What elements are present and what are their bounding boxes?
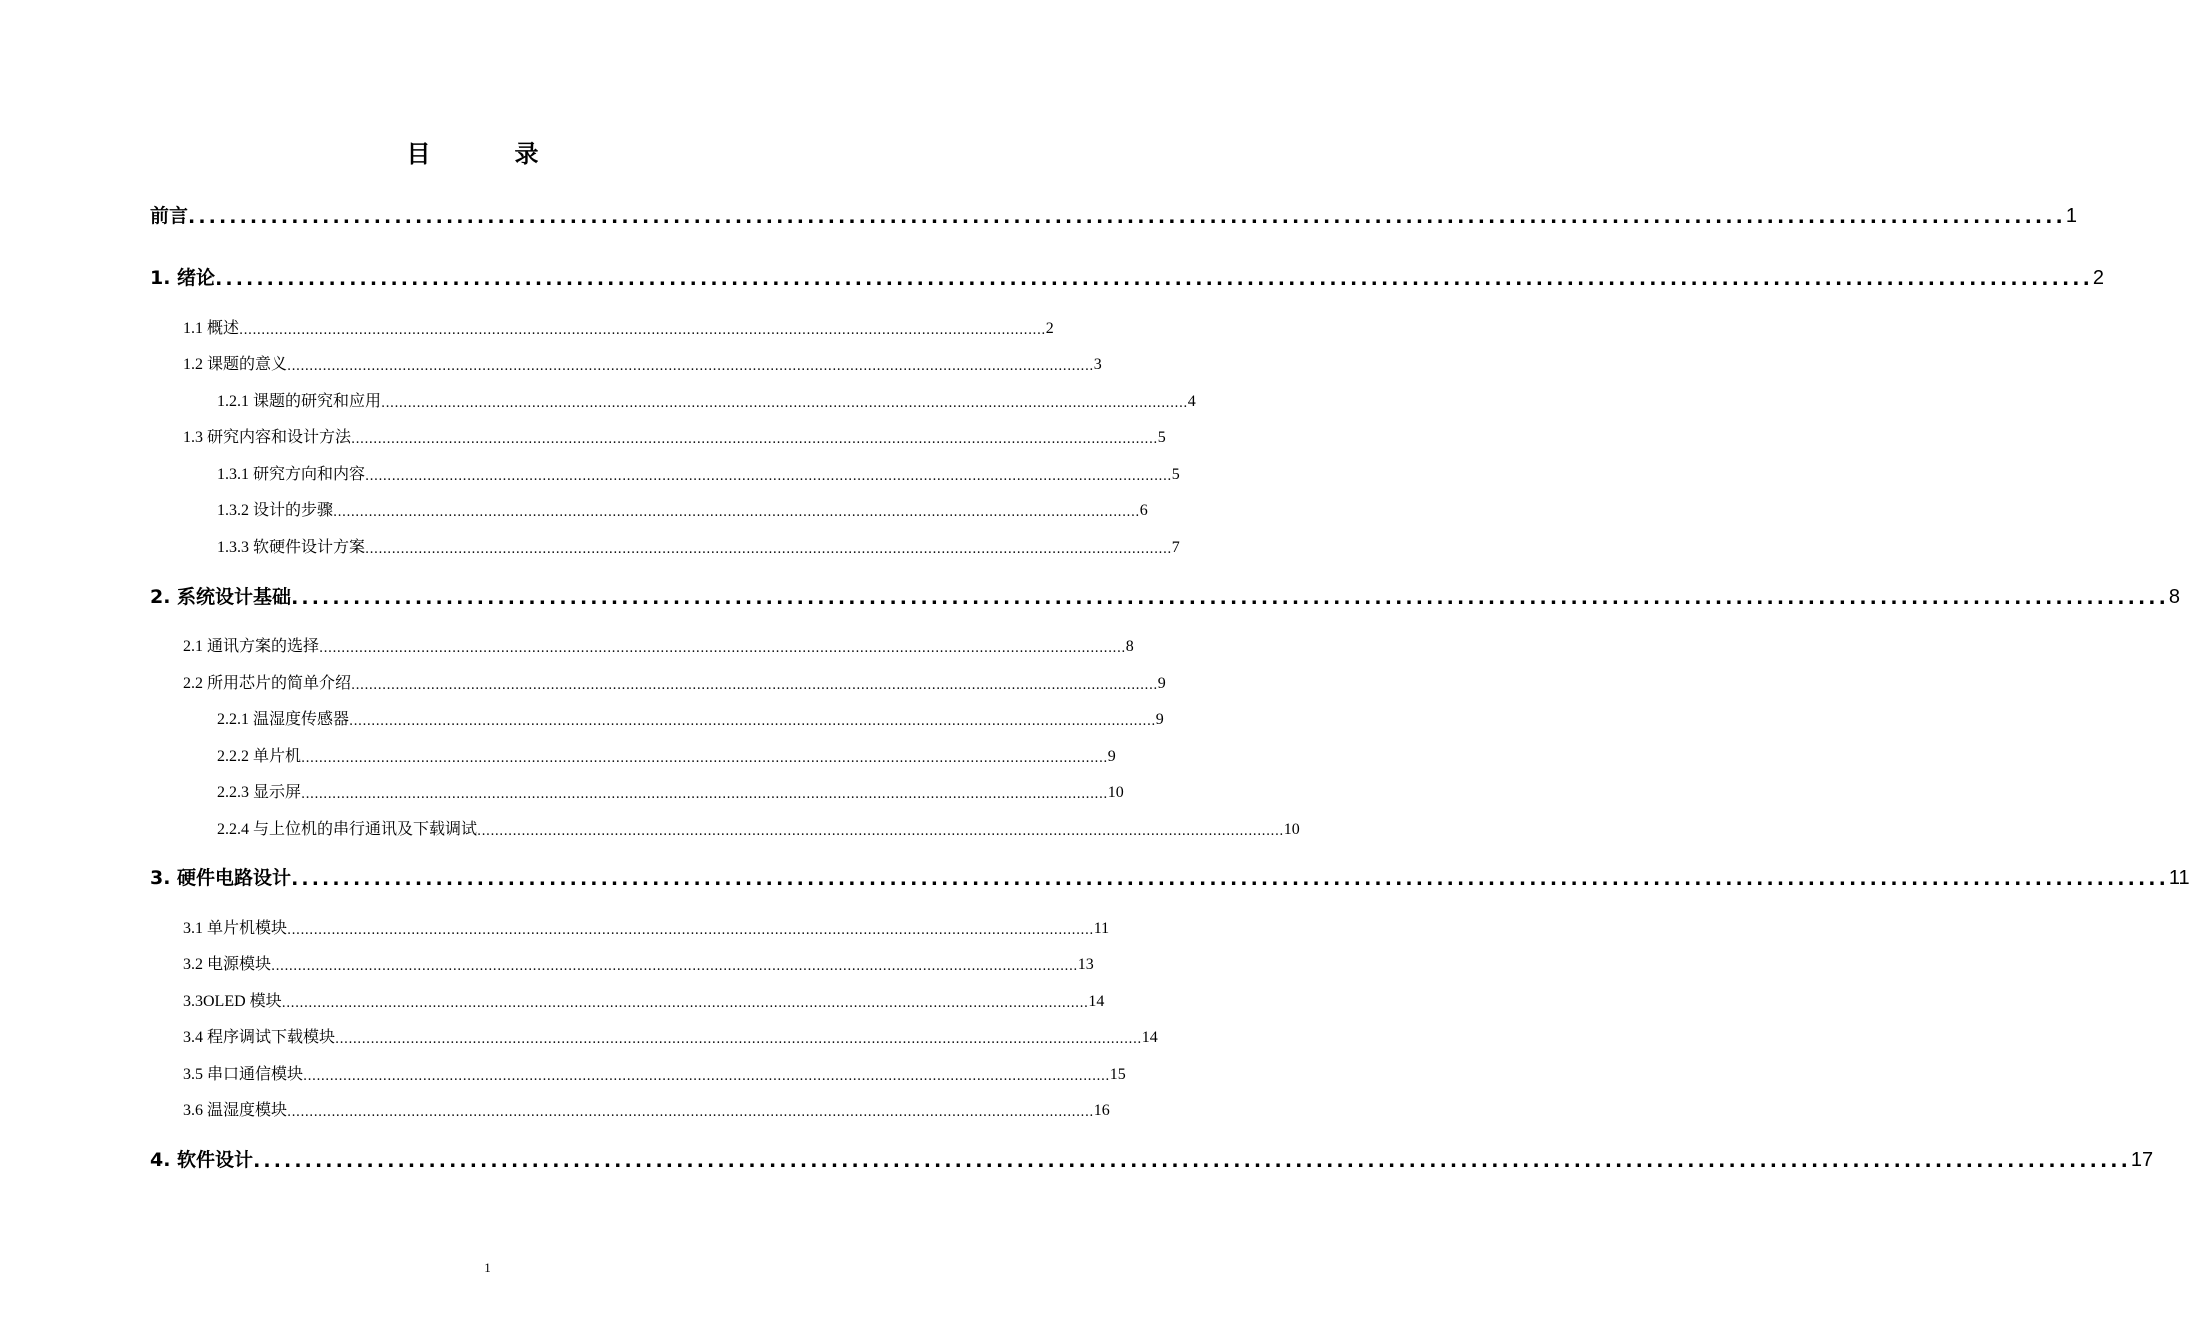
toc-entry-2-2-2[interactable] xyxy=(217,744,1116,766)
toc-entry-page: 9 xyxy=(1155,711,1164,728)
toc-leader: ...................................................................................................................................................................................... xyxy=(287,359,1094,374)
toc-leader: ...................................................................................................................................................................................... xyxy=(253,1150,2131,1172)
toc-entry-2-2-4[interactable] xyxy=(217,817,1300,839)
toc-entry-3-3[interactable] xyxy=(183,989,1105,1011)
toc-entry-page: 14 xyxy=(1141,1029,1158,1046)
toc-entry-page: 9 xyxy=(1107,748,1116,765)
toc-entry-3-2[interactable] xyxy=(183,952,1094,974)
toc-entry-page: 8 xyxy=(2168,586,2181,608)
toc-entry-page: 5 xyxy=(1171,466,1180,483)
toc-entry-page: 1 xyxy=(2065,205,2077,227)
toc-entry-label: 2.2.4 与上位机的串行通讯及下载调试 xyxy=(217,821,478,838)
toc-entry-page: 10 xyxy=(1107,784,1124,801)
toc-entry-2-2-1[interactable] xyxy=(217,707,1164,729)
toc-entry-label: 4. 软件设计 xyxy=(150,1149,254,1171)
toc-entry-label: 3.2 电源模块 xyxy=(183,956,272,973)
toc-entry-label: 3.6 温湿度模块 xyxy=(183,1102,288,1119)
toc-leader: ...................................................................................................................................................................................... xyxy=(287,1105,1094,1120)
toc-leader: ...................................................................................................................................................................................... xyxy=(281,996,1089,1011)
toc-entry-3-1[interactable] xyxy=(183,916,1110,938)
toc-entry-label: 2.2.1 温湿度传感器 xyxy=(217,711,350,728)
toc-entry-page: 16 xyxy=(1093,1102,1110,1119)
toc-leader: ...................................................................................................................................................................................... xyxy=(287,923,1094,938)
toc-entry-label: 2.1 通讯方案的选择 xyxy=(183,638,320,655)
toc-leader: ...................................................................................................................................................................................... xyxy=(215,268,2093,290)
toc-entry-label: 1.2.1 课题的研究和应用 xyxy=(217,393,382,410)
toc-leader: ...................................................................................................................................................................................... xyxy=(351,678,1158,693)
toc-entry-page: 5 xyxy=(1157,429,1166,446)
toc-leader: ...................................................................................................................................................................................... xyxy=(303,1069,1110,1084)
toc-leader: ...................................................................................................................................................................................... xyxy=(291,587,2169,609)
toc-entry-label: 1. 绪论 xyxy=(150,267,216,289)
toc-entry-label: 3.3OLED 模块 xyxy=(183,993,282,1010)
toc-entry-label: 1.3.2 设计的步骤 xyxy=(217,502,334,519)
toc-entry-3-5[interactable] xyxy=(183,1062,1126,1084)
toc-entry-1-3-2[interactable] xyxy=(217,498,1148,520)
toc-entry-3-4[interactable] xyxy=(183,1025,1158,1047)
toc-entry-page: 3 xyxy=(1093,356,1102,373)
toc-entry-page: 6 xyxy=(1139,502,1148,519)
toc-entry-label: 1.2 课题的意义 xyxy=(183,356,288,373)
toc-entry-2-1[interactable] xyxy=(183,634,1134,656)
toc-leader: ...................................................................................................................................................................................... xyxy=(301,787,1108,802)
toc-leader: ...................................................................................................................................................................................... xyxy=(239,323,1046,338)
toc-entry-page: 11 xyxy=(2168,867,2190,889)
toc-entry-label: 2. 系统设计基础 xyxy=(150,586,292,608)
toc-entry-label: 1.3.3 软硬件设计方案 xyxy=(217,539,366,556)
toc-entry-label: 3. 硬件电路设计 xyxy=(150,867,292,889)
toc-entry-page: 9 xyxy=(1157,675,1166,692)
toc-leader: ...................................................................................................................................................................................... xyxy=(271,959,1078,974)
toc-entry-page: 11 xyxy=(1093,920,1110,937)
toc-entry-label: 3.4 程序调试下载模块 xyxy=(183,1029,336,1046)
toc-entry-page: 15 xyxy=(1109,1066,1126,1083)
toc-entry-1-3-1[interactable] xyxy=(217,462,1180,484)
toc-leader: ...................................................................................................................................................................................... xyxy=(319,641,1126,656)
toc-entry-label: 2.2.2 单片机 xyxy=(217,748,302,765)
toc-entry-page: 7 xyxy=(1171,539,1180,556)
toc-entry-1-3[interactable] xyxy=(183,425,1166,447)
toc-entry-1-2[interactable] xyxy=(183,352,1102,374)
toc-entry-chapter-1[interactable] xyxy=(150,264,2105,290)
page-title: 目 录 xyxy=(406,140,569,168)
toc-entry-page: 4 xyxy=(1187,393,1196,410)
toc-entry-page: 2 xyxy=(2092,267,2105,289)
toc-entry-page: 8 xyxy=(1125,638,1134,655)
toc-entry-chapter-4[interactable] xyxy=(150,1146,2154,1172)
toc-leader: ...................................................................................................................................................................................... xyxy=(349,714,1156,729)
toc-entry-1-3-3[interactable] xyxy=(217,535,1180,557)
toc-entry-chapter-3[interactable] xyxy=(150,864,2190,890)
toc-entry-label: 2.2.3 显示屏 xyxy=(217,784,302,801)
toc-leader: ...................................................................................................................................................................................... xyxy=(365,469,1172,484)
toc-leader: ...................................................................................................................................................................................... xyxy=(291,868,2169,890)
toc-entry-1-1[interactable] xyxy=(183,316,1054,338)
toc-entry-1-2-1[interactable] xyxy=(217,389,1196,411)
toc-entry-label: 3.1 单片机模块 xyxy=(183,920,288,937)
toc-entry-label: 2.2 所用芯片的简单介绍 xyxy=(183,675,352,692)
toc-leader: ...................................................................................................................................................................................... xyxy=(188,206,2066,228)
toc-entry-label: 1.3.1 研究方向和内容 xyxy=(217,466,366,483)
toc-entry-2-2-3[interactable] xyxy=(217,780,1124,802)
toc-entry-label: 前言 xyxy=(150,205,189,227)
toc-leader: ...................................................................................................................................................................................... xyxy=(381,396,1188,411)
toc-entry-preface[interactable] xyxy=(150,202,2077,228)
toc-entry-chapter-2[interactable] xyxy=(150,583,2181,609)
toc-leader: ...................................................................................................................................................................................... xyxy=(351,432,1158,447)
toc-entry-page: 2 xyxy=(1045,320,1054,337)
toc-entry-page: 10 xyxy=(1283,821,1300,838)
toc-entry-label: 1.1 概述 xyxy=(183,320,240,337)
toc-entry-label: 1.3 研究内容和设计方法 xyxy=(183,429,352,446)
toc-leader: ...................................................................................................................................................................................... xyxy=(477,824,1284,839)
toc-entry-page: 14 xyxy=(1088,993,1105,1010)
toc-entry-page: 13 xyxy=(1077,956,1094,973)
toc-entry-page: 17 xyxy=(2130,1149,2154,1171)
toc-entry-label: 3.5 串口通信模块 xyxy=(183,1066,304,1083)
toc-leader: ...................................................................................................................................................................................... xyxy=(335,1032,1142,1047)
page-number-footer: 1 xyxy=(484,1260,491,1275)
toc-leader: ...................................................................................................................................................................................... xyxy=(333,505,1140,520)
toc-entry-2-2[interactable] xyxy=(183,671,1166,693)
toc-leader: ...................................................................................................................................................................................... xyxy=(365,542,1172,557)
toc-entry-3-6[interactable] xyxy=(183,1098,1110,1120)
toc-leader: ...................................................................................................................................................................................... xyxy=(301,751,1108,766)
